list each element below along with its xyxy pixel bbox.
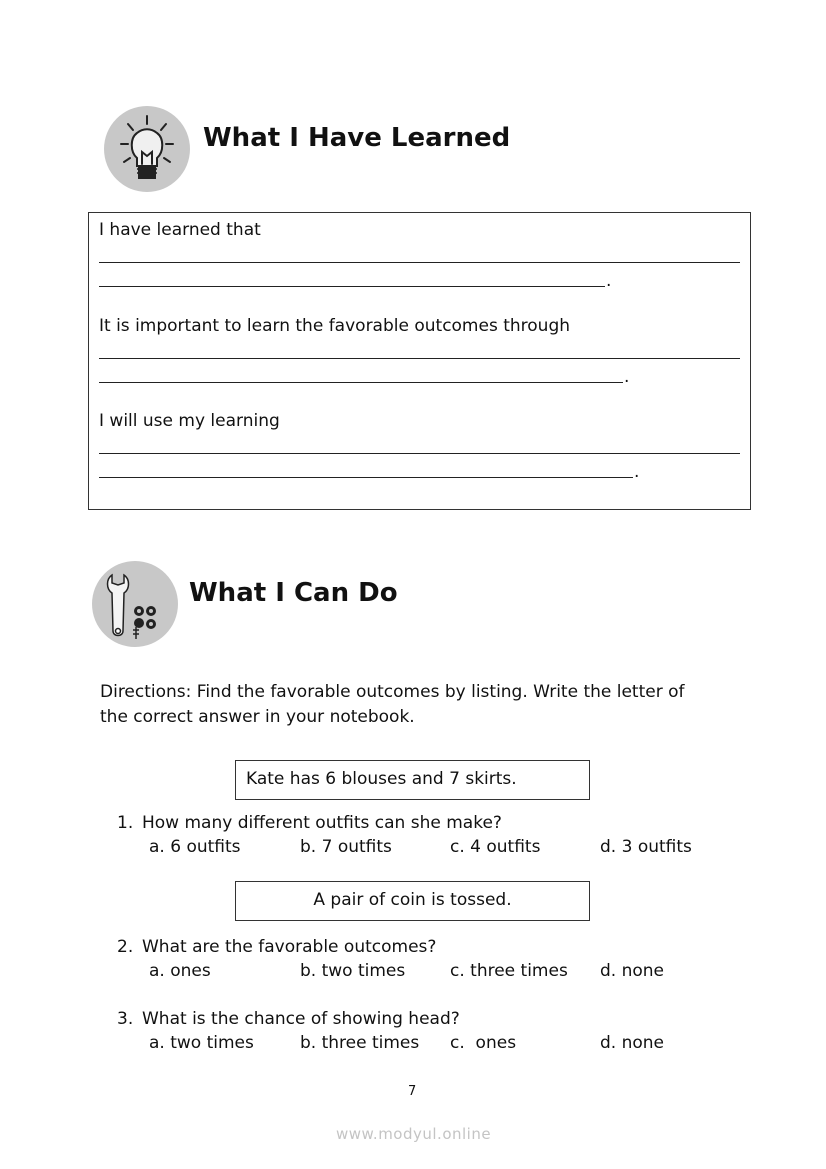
option-a[interactable]: a. ones <box>149 961 211 981</box>
period: . <box>606 271 612 291</box>
learning-box <box>88 212 751 510</box>
option-d[interactable]: d. none <box>600 1033 665 1053</box>
section-title-learned: What I Have Learned <box>203 123 511 153</box>
page-number: 7 <box>408 1084 417 1099</box>
given-box-coin: A pair of coin is tossed. <box>235 881 590 921</box>
option-a[interactable]: a. two times <box>149 1033 254 1053</box>
question-text: What are the favorable outcomes? <box>142 937 437 957</box>
question-text: How many different outfits can she make? <box>142 813 502 833</box>
option-b[interactable]: b. two times <box>300 961 406 981</box>
watermark: www.modyul.online <box>336 1125 492 1143</box>
period: . <box>624 367 630 387</box>
option-d[interactable]: d. 3 outfits <box>600 837 692 857</box>
answer-line[interactable] <box>99 286 605 287</box>
given-box-outfits: Kate has 6 blouses and 7 skirts. <box>235 760 590 800</box>
option-a[interactable]: a. 6 outfits <box>149 837 241 857</box>
prompt-important: It is important to learn the favorable outcomes through <box>99 316 571 336</box>
question-number: 3. <box>117 1009 134 1029</box>
directions-line-2: the correct answer in your notebook. <box>100 707 415 727</box>
period: . <box>634 462 640 482</box>
answer-line[interactable] <box>99 453 740 454</box>
option-c[interactable]: c. three times <box>450 961 568 981</box>
question-number: 2. <box>117 937 134 957</box>
lightbulb-icon <box>104 106 190 192</box>
question-text: What is the chance of showing head? <box>142 1009 460 1029</box>
answer-line[interactable] <box>99 382 623 383</box>
option-b[interactable]: b. three times <box>300 1033 420 1053</box>
prompt-use-learning: I will use my learning <box>99 411 280 431</box>
prompt-learned: I have learned that <box>99 220 261 240</box>
option-c[interactable]: c. ones <box>450 1033 517 1053</box>
option-d[interactable]: d. none <box>600 961 665 981</box>
tools-icon <box>92 561 178 647</box>
answer-line[interactable] <box>99 477 633 478</box>
option-c[interactable]: c. 4 outfits <box>450 837 541 857</box>
directions-line-1: Directions: Find the favorable outcomes by listing. Write the letter of <box>100 682 685 702</box>
question-number: 1. <box>117 813 134 833</box>
section-title-can-do: What I Can Do <box>189 578 398 608</box>
option-b[interactable]: b. 7 outfits <box>300 837 392 857</box>
answer-line[interactable] <box>99 262 740 263</box>
answer-line[interactable] <box>99 358 740 359</box>
